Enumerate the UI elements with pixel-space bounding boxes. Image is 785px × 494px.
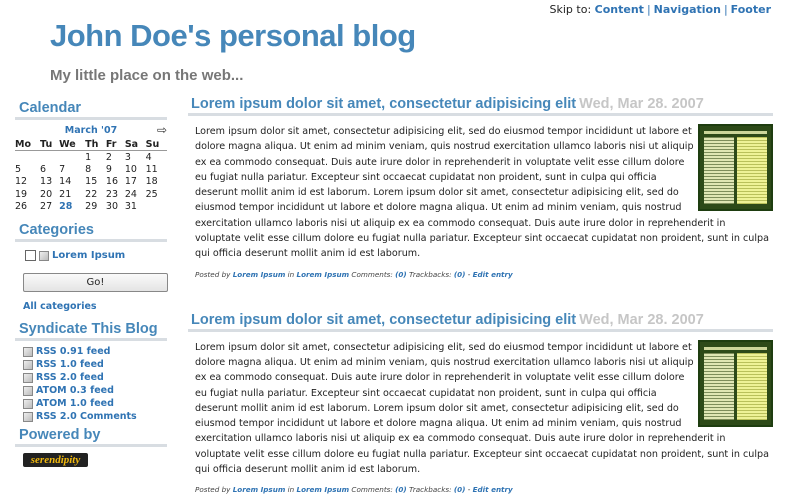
- trackbacks-link[interactable]: (0): [453, 485, 466, 494]
- entry-body: [188, 340, 773, 478]
- syndicate-title: Syndicate This Blog: [15, 321, 167, 341]
- category-feed-icon[interactable]: [39, 251, 49, 261]
- comments-label: Comments:: [351, 269, 393, 279]
- main-content: [188, 96, 773, 494]
- entry-footer: [188, 270, 773, 279]
- category-link[interactable]: Lorem Ipsum: [52, 250, 126, 262]
- calendar-week: [15, 200, 167, 212]
- footer-separator: -: [467, 269, 471, 279]
- calendar-weekday: We: [59, 138, 85, 151]
- calendar-day: 22: [85, 188, 98, 200]
- calendar-week: [15, 151, 167, 164]
- posted-by-label: Posted by: [195, 269, 231, 279]
- calendar: [15, 124, 167, 212]
- right-arrow-icon[interactable]: ⇨: [156, 123, 167, 137]
- calendar-weekday: Tu: [40, 138, 59, 151]
- calendar-day: 4: [145, 151, 152, 163]
- edit-entry-link[interactable]: Edit entry: [472, 485, 513, 494]
- calendar-day: [146, 200, 167, 212]
- category-link[interactable]: Lorem Ipsum: [296, 485, 350, 494]
- calendar-day[interactable]: 28: [59, 200, 73, 212]
- calendar-weekday: Mo: [15, 138, 40, 151]
- calendar-day: 24: [124, 188, 137, 200]
- entry-text: Lorem ipsum dolor sit amet, consectetur adipisicing elit, sed do eiusmod tempor incididunt ut labore et dolore magna aliqua. Ut enim ad minim veniam, quis nostrud exercitation ullamco laboris nisi ut aliquip ex ea commodo consequat. Duis aute irure dolor in reprehenderit in voluptate velit esse cillum dolore eu fugiat nulla pariatur. Excepteur sint occaecat cupidatat non proident, sunt in culpa qui officia deserunt mollit anim id est laborum. Lorem ipsum dolor sit amet, consectetur adipisicing elit, sed do eiusmod tempor incididunt ut labore et dolore magna aliqua. Ut enim ad minim veniam, quis nostrud exercitation ullamco laboris nisi ut aliquip ex ea commodo consequat. Duis aute irure dolor in reprehenderit in voluptate velit esse cillum dolore eu fugiat nulla pariatur. Excepteur sint occaecat cupidatat non proident, sunt in culpa qui officia deserunt mollit anim id est laborum.: [195, 341, 770, 476]
- entry-date: Wed, Mar 28. 2007: [579, 96, 704, 112]
- calendar-day: 30: [105, 200, 118, 212]
- calendar-weekday: Sa: [125, 138, 146, 151]
- calendar-grid: [15, 138, 167, 212]
- calendar-day: 14: [59, 176, 72, 188]
- go-button[interactable]: Go!: [23, 273, 168, 292]
- calendar-day: [15, 151, 40, 164]
- calendar-day: 11: [145, 163, 158, 175]
- calendar-day: 26: [15, 200, 28, 212]
- calendar-day: 9: [105, 163, 112, 175]
- feed-link[interactable]: RSS 2.0 feed: [36, 372, 104, 384]
- categories-title: Categories: [15, 222, 167, 242]
- in-label: in: [287, 269, 295, 279]
- calendar-day: 31: [124, 200, 137, 212]
- blog-title[interactable]: John Doe's personal blog: [50, 18, 416, 53]
- calendar-day: 29: [85, 200, 98, 212]
- in-label: in: [287, 485, 295, 494]
- calendar-day: 3: [124, 151, 131, 163]
- calendar-day: 15: [85, 176, 98, 188]
- entry-text: Lorem ipsum dolor sit amet, consectetur adipisicing elit, sed do eiusmod tempor incididunt ut labore et dolore magna aliqua. Ut enim ad minim veniam, quis nostrud exercitation ullamco laboris nisi ut aliquip ex ea commodo consequat. Duis aute irure dolor in reprehenderit in voluptate velit esse cillum dolore eu fugiat nulla pariatur. Excepteur sint occaecat cupidatat non proident, sunt in culpa qui officia deserunt mollit anim id est laborum. Lorem ipsum dolor sit amet, consectetur adipisicing elit, sed do eiusmod tempor incididunt ut labore et dolore magna aliqua. Ut enim ad minim veniam, quis nostrud exercitation ullamco laboris nisi ut aliquip ex ea commodo consequat. Duis aute irure dolor in reprehenderit in voluptate velit esse cillum dolore eu fugiat nulla pariatur. Excepteur sint occaecat cupidatat non proident, sunt in culpa qui officia deserunt mollit anim id est laborum.: [195, 126, 770, 260]
- entry-footer: [188, 485, 773, 494]
- calendar-day: 7: [59, 163, 66, 175]
- feed-item: [23, 358, 167, 371]
- feed-item: [23, 345, 167, 358]
- feed-link[interactable]: ATOM 0.3 feed: [36, 385, 114, 397]
- comments-link[interactable]: (0): [395, 485, 407, 494]
- category-checkbox[interactable]: [25, 250, 36, 261]
- calendar-header: [15, 124, 167, 138]
- powered-by-title: Powered by: [15, 427, 167, 447]
- blog-entry: [188, 312, 773, 494]
- blog-entry: [188, 96, 773, 279]
- entry-title-link[interactable]: Lorem ipsum dolor sit amet, consectetur adipisicing elit: [191, 311, 577, 328]
- calendar-month-link[interactable]: March '07: [64, 125, 118, 136]
- feed-link[interactable]: ATOM 1.0 feed: [36, 398, 114, 410]
- calendar-week: [15, 176, 167, 188]
- calendar-week: [15, 163, 167, 175]
- calendar-day: 27: [40, 200, 53, 212]
- trackbacks-link[interactable]: (0): [453, 269, 466, 279]
- trackbacks-label: Trackbacks:: [408, 485, 452, 494]
- entry-date: Wed, Mar 28. 2007: [579, 311, 704, 328]
- entry-header: [188, 96, 773, 116]
- calendar-day: [59, 151, 85, 164]
- skip-navigation-link[interactable]: Navigation: [653, 3, 721, 16]
- calendar-day: 17: [124, 176, 137, 188]
- feed-link[interactable]: RSS 1.0 feed: [36, 359, 104, 371]
- category-item: [25, 250, 167, 261]
- calendar-day: 8: [85, 163, 92, 175]
- calendar-weekday: Su: [146, 138, 167, 151]
- calendar-day: 18: [145, 176, 158, 188]
- calendar-day: 10: [124, 163, 137, 175]
- calendar-day: 25: [145, 188, 158, 200]
- comments-label: Comments:: [351, 485, 393, 494]
- feed-link[interactable]: RSS 2.0 Comments: [36, 411, 137, 423]
- skip-content-link[interactable]: Content: [594, 3, 644, 16]
- calendar-day: 13: [40, 176, 53, 188]
- edit-entry-link[interactable]: Edit entry: [472, 269, 513, 279]
- entry-thumbnail-image[interactable]: [698, 340, 773, 427]
- entry-thumbnail-image[interactable]: [698, 124, 773, 211]
- all-categories-link[interactable]: All categories: [23, 301, 97, 313]
- xml-feed-icon[interactable]: [23, 373, 33, 383]
- serendipity-logo[interactable]: serendipity: [23, 453, 88, 467]
- skip-links: Skip to: Content | Navigation | Footer: [549, 3, 771, 16]
- calendar-day: 16: [105, 176, 118, 188]
- entry-header: [188, 312, 773, 332]
- calendar-day: 1: [85, 151, 92, 163]
- calendar-day: 21: [59, 188, 72, 200]
- calendar-day: 23: [105, 188, 118, 200]
- author-link[interactable]: Lorem Ipsum: [232, 269, 286, 279]
- footer-separator: -: [467, 485, 471, 494]
- xml-feed-icon[interactable]: [23, 360, 33, 370]
- comments-link[interactable]: (0): [395, 269, 407, 279]
- calendar-day: 19: [15, 188, 28, 200]
- calendar-day: 12: [15, 176, 28, 188]
- author-link[interactable]: Lorem Ipsum: [232, 485, 286, 494]
- feed-link[interactable]: RSS 0.91 feed: [36, 346, 111, 358]
- xml-feed-icon[interactable]: [23, 412, 33, 422]
- entry-title-link[interactable]: Lorem ipsum dolor sit amet, consectetur adipisicing elit: [191, 96, 577, 112]
- calendar-title: Calendar: [15, 100, 167, 120]
- skip-footer-link[interactable]: Footer: [730, 3, 771, 16]
- feed-list: [23, 345, 167, 423]
- calendar-day: 2: [105, 151, 112, 163]
- blog-description: My little place on the web...: [50, 67, 244, 84]
- calendar-day: 20: [40, 188, 53, 200]
- xml-feed-icon[interactable]: [23, 399, 33, 409]
- sidebar: [15, 100, 167, 467]
- calendar-day: 6: [40, 163, 47, 175]
- xml-feed-icon[interactable]: [23, 347, 33, 357]
- calendar-weekday: Th: [85, 138, 106, 151]
- calendar-day: [40, 151, 59, 164]
- entry-body: [188, 124, 773, 262]
- calendar-weekday: Fr: [106, 138, 125, 151]
- xml-feed-icon[interactable]: [23, 386, 33, 396]
- calendar-day: 5: [15, 163, 22, 175]
- category-link[interactable]: Lorem Ipsum: [296, 269, 350, 279]
- feed-item: [23, 371, 167, 384]
- feed-item: [23, 384, 167, 397]
- skip-label: Skip to:: [549, 3, 592, 16]
- posted-by-label: Posted by: [195, 485, 231, 494]
- feed-item: [23, 410, 167, 423]
- feed-item: [23, 397, 167, 410]
- trackbacks-label: Trackbacks:: [408, 269, 452, 279]
- calendar-week: [15, 188, 167, 200]
